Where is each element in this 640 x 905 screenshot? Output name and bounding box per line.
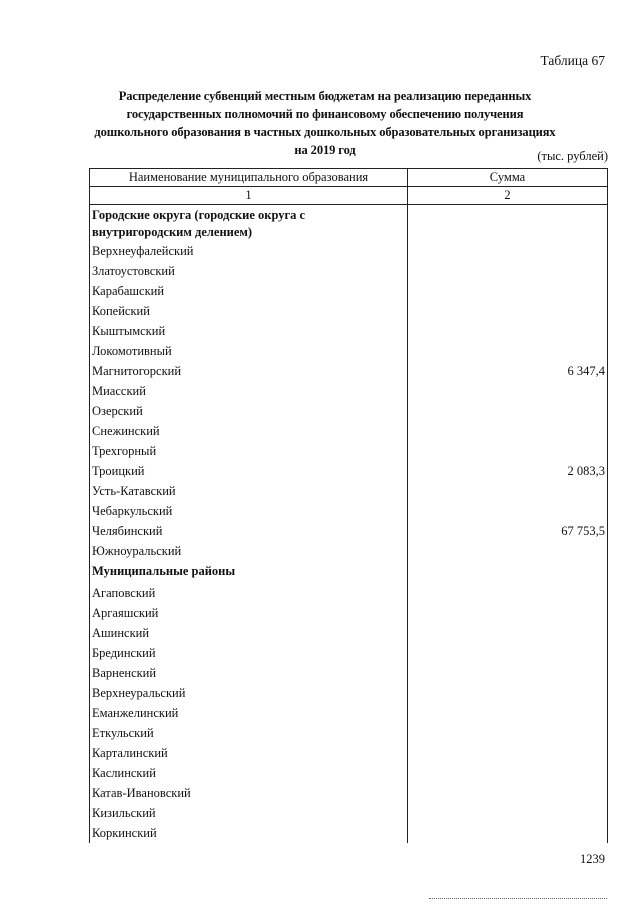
table-row [90, 341, 608, 361]
amount-cell [408, 603, 608, 623]
amount-cell [408, 281, 608, 301]
amount-cell [408, 421, 608, 441]
municipality-name-cell: Коркинский [90, 823, 408, 843]
municipality-name-cell: Миасский [90, 381, 408, 401]
amount-cell [408, 723, 608, 743]
amount-cell [408, 783, 608, 803]
municipality-name-cell: Снежинский [90, 421, 408, 441]
municipality-name-cell: Чебаркульский [90, 501, 408, 521]
amount-cell [408, 663, 608, 683]
municipality-name-cell: Карабашский [90, 281, 408, 301]
units-label: (тыс. рублей) [537, 149, 608, 163]
municipality-name-cell: Брединский [90, 643, 408, 663]
table-row [90, 321, 608, 341]
amount-cell [408, 623, 608, 643]
amount-cell [408, 743, 608, 763]
table-label: Таблица 67 [540, 53, 605, 68]
document-title: Распределение субвенций местным бюджетам на реализацию переданных государственных полномочий по финансовому обеспечению получения дошкольного образования в частных дошкольных образовательных организациях на 2019 год [94, 89, 556, 157]
municipality-name-cell: Аргаяшский [90, 603, 408, 623]
municipality-name-cell: Каслинский [90, 763, 408, 783]
table-row [90, 763, 608, 783]
municipality-name-cell: Верхнеуфалейский [90, 241, 408, 261]
amount-cell [408, 261, 608, 281]
table-row [90, 361, 608, 381]
table-row [90, 743, 608, 763]
table-body [90, 205, 608, 844]
table-row [90, 783, 608, 803]
table-row [90, 501, 608, 521]
scan-artifact-line [429, 898, 607, 899]
table-row [90, 703, 608, 723]
municipality-name-cell: Челябинский [90, 521, 408, 541]
amount-cell [408, 501, 608, 521]
subsidy-table [89, 168, 608, 843]
amount-cell [408, 441, 608, 461]
amount-cell [408, 481, 608, 501]
amount-cell [408, 703, 608, 723]
municipality-name-cell: Катав-Ивановский [90, 783, 408, 803]
municipality-name-cell: Кыштымский [90, 321, 408, 341]
amount-cell [408, 803, 608, 823]
column-number-row [90, 187, 608, 205]
table-row [90, 663, 608, 683]
municipality-name-cell: Муниципальные районы [90, 561, 408, 583]
column-header-municipality: Наименование муниципального образования [90, 169, 408, 187]
amount-cell [408, 381, 608, 401]
municipality-name-cell: Кизильский [90, 803, 408, 823]
amount-cell [408, 321, 608, 341]
table-head [90, 169, 608, 205]
amount-cell [408, 341, 608, 361]
amount-cell [408, 401, 608, 421]
amount-cell: 2 083,3 [408, 461, 608, 481]
municipality-name-cell: Копейский [90, 301, 408, 321]
municipality-name-cell: Троицкий [90, 461, 408, 481]
table-row [90, 421, 608, 441]
municipality-name-cell: Верхнеуральский [90, 683, 408, 703]
municipality-name-cell: Усть-Катавский [90, 481, 408, 501]
municipality-name-cell: Магнитогорский [90, 361, 408, 381]
table-row [90, 301, 608, 321]
column-number-1: 1 [90, 187, 408, 205]
amount-cell [408, 643, 608, 663]
table-row [90, 241, 608, 261]
column-header-amount: Сумма [408, 169, 608, 187]
amount-cell: 6 347,4 [408, 361, 608, 381]
municipality-name-cell: Локомотивный [90, 341, 408, 361]
amount-cell [408, 541, 608, 561]
table-row [90, 261, 608, 281]
table-row [90, 481, 608, 501]
amount-cell [408, 823, 608, 843]
amount-cell [408, 301, 608, 321]
table-row [90, 401, 608, 421]
municipality-name-cell: Трехгорный [90, 441, 408, 461]
municipality-name-cell: Южноуральский [90, 541, 408, 561]
table-row [90, 803, 608, 823]
table-row [90, 823, 608, 843]
table-row [90, 281, 608, 301]
municipality-name-cell: Озерский [90, 401, 408, 421]
page-number: 1239 [580, 852, 605, 866]
header-row [90, 169, 608, 187]
table-row [90, 603, 608, 623]
table-row [90, 583, 608, 603]
subsidy-table-container [89, 168, 607, 843]
municipality-name-cell: Агаповский [90, 583, 408, 603]
municipality-name-cell: Еткульский [90, 723, 408, 743]
municipality-name-cell: Варненский [90, 663, 408, 683]
amount-cell [408, 683, 608, 703]
table-row [90, 521, 608, 541]
amount-cell [408, 241, 608, 261]
table-row [90, 441, 608, 461]
amount-cell: 67 753,5 [408, 521, 608, 541]
table-row [90, 623, 608, 643]
municipality-name-cell: Еманжелинский [90, 703, 408, 723]
municipality-name-cell: Златоустовский [90, 261, 408, 281]
table-group-row [90, 561, 608, 583]
column-number-2: 2 [408, 187, 608, 205]
municipality-name-cell: Карталинский [90, 743, 408, 763]
municipality-name-cell: Городские округа (городские округа с внутригородским делением) [90, 205, 408, 242]
table-row [90, 541, 608, 561]
table-row [90, 723, 608, 743]
table-group-row [90, 205, 608, 242]
table-row [90, 381, 608, 401]
amount-cell [408, 763, 608, 783]
table-row [90, 683, 608, 703]
municipality-name-cell: Ашинский [90, 623, 408, 643]
table-row [90, 461, 608, 481]
amount-cell [408, 561, 608, 583]
amount-cell [408, 205, 608, 242]
amount-cell [408, 583, 608, 603]
table-row [90, 643, 608, 663]
